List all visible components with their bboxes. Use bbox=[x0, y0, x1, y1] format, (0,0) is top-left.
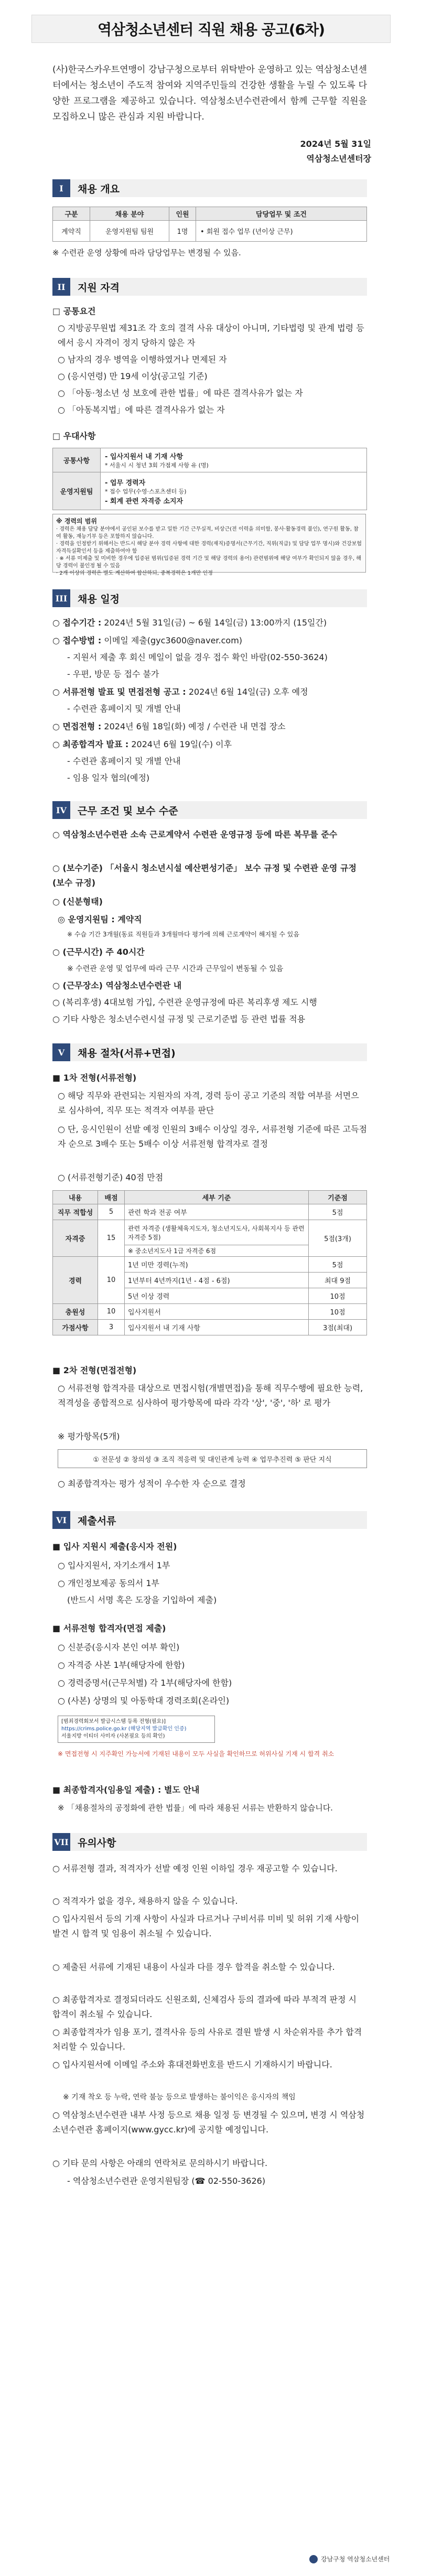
note-line: · 경력은 채용 담당 분야에서 공인된 보수를 받고 일한 기간 근무실적, 비상근(전 이력을 의미함, 봉사·활동경력 불인), 연구원 활동, 참여 활동, 재능기부 등은 포함하지 않습니다. bbox=[56, 526, 359, 540]
logo-icon bbox=[309, 2555, 318, 2563]
section-title: 근무 조건 및 보수 수준 bbox=[78, 805, 178, 817]
section-number: I bbox=[52, 179, 70, 197]
section-header-overview bbox=[52, 179, 367, 197]
table-header: 담당업무 및 조건 bbox=[196, 207, 367, 221]
condition-item: ○ 기타 사항은 청소년수련시설 규정 및 근로기준법 등 관련 법률 적용 bbox=[52, 1014, 306, 1024]
criteria-points: 5점 bbox=[309, 1257, 367, 1273]
step1-title: ■ 1차 전형(서류전형) bbox=[52, 1073, 137, 1083]
note-item: ○ 입사지원서에 이메일 주소와 휴대전화번호를 반드시 기재하시기 바랍니다. bbox=[52, 2060, 332, 2070]
note-item: ○ 최종합격자로 결정되더라도 신원조회, 신체검사 등의 결과에 따라 부적격 판정 시 합격이 취소될 수 있습니다. bbox=[52, 1995, 357, 2019]
pref-line: - 입사지원서 내 기재 사항 bbox=[105, 453, 183, 461]
table-cell: 계약직 bbox=[53, 221, 90, 242]
overview-note: ※ 수련관 운영 상황에 따라 담당업무는 변경될 수 있음. bbox=[52, 248, 241, 257]
common-item: ○ 「아동·청소년 성 보호에 관한 법률」에 따른 결격사유가 없는 자 bbox=[58, 388, 303, 398]
schedule-item: - 임용 일자 협의(예정) bbox=[67, 773, 150, 783]
docs-b-item: ○ 경력증명서(근무처별) 각 1부(해당자에 한함) bbox=[58, 1678, 232, 1688]
section-title: 지원 자격 bbox=[78, 282, 120, 294]
schedule-item: - 수련관 홈페이지 및 개별 안내 bbox=[67, 756, 181, 766]
common-item: ○ 남자의 경우 병역을 이행하였거나 면제된 자 bbox=[58, 354, 227, 364]
final-decision-item: ○ 최종합격자는 평가 성적이 우수한 자 순으로 결정 bbox=[58, 1479, 246, 1489]
overview-table bbox=[52, 207, 367, 242]
pref-line: * 서울시 시 청년 3회 가점제 사항 유 (명) bbox=[105, 462, 209, 469]
section-title: 제출서류 bbox=[78, 1515, 116, 1527]
table-header: 기준점 bbox=[309, 1191, 367, 1204]
table-header: 세부 기준 bbox=[125, 1191, 309, 1204]
condition-item: ◎ 운영지원팀 : 계약직 bbox=[58, 914, 142, 924]
note-item: ○ 기타 문의 사항은 아래의 연락처로 문의하시기 바랍니다. bbox=[52, 2158, 268, 2168]
criteria-detail: 5년 이상 경력 bbox=[125, 1288, 309, 1304]
note-item: ○ 서류전형 결과, 적격자가 선발 예정 인원 이하일 경우 재공고할 수 있습니다. bbox=[52, 1863, 338, 1873]
condition-item: ○ (근무시간) 주 40시간 bbox=[52, 947, 145, 957]
table-header: 구분 bbox=[53, 207, 90, 221]
condition-item: ○ (복리후생) 4대보험 가입, 수련관 운영규정에 따른 복리후생 제도 시행 bbox=[52, 997, 317, 1007]
common-item: ○ (응시연령) 만 19세 이상(공고일 기준) bbox=[58, 371, 208, 381]
section-number: II bbox=[52, 278, 70, 296]
criteria-detail: 1년 미만 경력(누적) bbox=[125, 1257, 309, 1273]
schedule-item: - 우편, 방문 등 접수 불가 bbox=[67, 669, 159, 679]
section-number: III bbox=[52, 589, 70, 607]
pref-label: 공통사항 bbox=[53, 448, 101, 472]
section-title: 채용 일정 bbox=[78, 593, 120, 605]
pref-line: * 접수 업무(수영·스포츠센터 등) bbox=[105, 488, 187, 495]
pref-line: - 회계 관련 자격증 소지자 bbox=[105, 497, 183, 505]
criteria-points: 5점 bbox=[309, 1204, 367, 1220]
note-item: ※ 기재 착오 등 누락, 연락 불능 등으로 발생하는 불이익은 응시자의 책임 bbox=[63, 2093, 296, 2101]
condition-item: ○ 역삼청소년수련관 소속 근로계약서 수련관 운영규정 등에 따른 복무를 준수 bbox=[52, 829, 338, 839]
pref-line: - 업무 경력자 bbox=[105, 479, 146, 487]
section-title: 채용 절차(서류+면접) bbox=[78, 1047, 176, 1059]
schedule-item: - 지원서 제출 후 회신 메일이 없을 경우 접수 확인 바람(02-550-3624) bbox=[67, 652, 328, 662]
career-range-note bbox=[52, 514, 366, 576]
section-header-procedure bbox=[52, 1043, 367, 1061]
step2-title: ■ 2차 전형(면접전형) bbox=[52, 1365, 137, 1375]
criteria-score: 15 bbox=[98, 1220, 125, 1257]
note-item: ○ 역삼청소년수련관 내부 사정 등으로 채용 일정 등 변경될 수 있으며, 변경 시 역삼청소년수련관 홈페이지(www.gycc.kr)에 공지할 예정입니다. bbox=[52, 2110, 365, 2135]
docs-b-item: ○ 신분증(응시자 본인 여부 확인) bbox=[58, 1642, 180, 1652]
schedule-item: - 수련관 홈페이지 및 개별 안내 bbox=[67, 704, 181, 714]
common-item: ○ 지방공무원법 제31조 각 호의 결격 사유 대상이 아니며, 기타법령 및 관계 법령 등에서 응시 자격이 정지 당하지 않은 자 bbox=[58, 323, 364, 348]
criteria-detail: ※ 중소년지도사 1급 자격증 6점 bbox=[125, 1245, 309, 1257]
table-cell: 운영지원팀 팀원 bbox=[90, 221, 169, 242]
step2-item: ○ 서류전형 합격자를 대상으로 면접시험(개별면접)을 통해 직무수행에 필요한 능력, 적격성을 종합적으로 심사하여 평가항목에 따라 각각 '상', '중', '하' 로 평가 bbox=[58, 1383, 363, 1408]
note-line: · 경력을 인정받기 위해서는 반드시 해당 분야 경력 사항에 대한 경력(재직)증명서(근무기간, 직위(직급) 및 담당 업무 명시)와 건강보험자격득실확인서 등을 제출하여야 함 bbox=[56, 541, 362, 554]
condition-item: ○ (근무장소) 역삼청소년수련관 내 bbox=[52, 980, 182, 990]
step1-item: ○ 해당 직무와 관련되는 지원자의 자격, 경력 등이 공고 기준의 적합 여부를 서면으로 심사하여, 직무 또는 적격자 여부를 판단 bbox=[58, 1091, 359, 1115]
docs-c-item: ※ 「채용절차의 공정화에 관한 법률」에 따라 채용된 서류는 반환하지 않습니다. bbox=[58, 1803, 333, 1813]
criteria-points: 5점(3개) bbox=[309, 1220, 367, 1257]
step1-item: ○ 단, 응시인원이 선발 예정 인원의 3배수 이상일 경우, 서류전형 기준에 따른 고득점자 순으로 3배수 또는 5배수 이상 서류전형 합격자로 결정 bbox=[58, 1124, 367, 1149]
docs-a-item: ○ 입사지원서, 자기소개서 1부 bbox=[58, 1560, 170, 1570]
schedule-item: ○ 면접전형 : 2024년 6월 18일(화) 예정 / 수련관 내 면접 장소 bbox=[52, 721, 286, 731]
table-cell: 1명 bbox=[169, 221, 196, 242]
link-box-line: [범죄경력회보서 발급시스템 등록 전형(필요)] bbox=[61, 1719, 166, 1724]
criteria-detail: 입사지원서 bbox=[125, 1304, 309, 1320]
schedule-item: ○ 최종합격자 발표 : 2024년 6월 19일(수) 이후 bbox=[52, 739, 232, 749]
section-header-qualifications bbox=[52, 278, 367, 296]
section-number: VI bbox=[52, 1511, 70, 1529]
schedule-item: ○ 서류전형 발표 및 면접전형 공고 : 2024년 6월 14일(금) 오후 예정 bbox=[52, 687, 308, 697]
criteria-detail: 입사지원서 내 기재 사항 bbox=[125, 1320, 309, 1335]
table-cell: • 회원 접수 업무 (년이상 근무) bbox=[196, 221, 367, 242]
condition-item: ○ (신분형태) bbox=[52, 897, 103, 907]
criteria-group: 직무 적합성 bbox=[53, 1204, 98, 1220]
criteria-points: 최대 9점 bbox=[309, 1273, 367, 1288]
page-title: 역삼청소년센터 직원 채용 공고(6차) bbox=[98, 21, 325, 38]
docs-a-item: ○ 개인정보제공 동의서 1부 bbox=[58, 1578, 159, 1588]
table-header: 인원 bbox=[169, 207, 196, 221]
condition-item: ○ (보수기준) 「서울시 청소년시설 예산편성기준」 보수 규정 및 수련관 운영 규정(보수 규정) bbox=[52, 863, 357, 888]
section-header-documents bbox=[52, 1511, 367, 1529]
condition-item: ※ 수련관 운영 및 업무에 따라 근무 시간과 근무일이 변동될 수 있음 bbox=[67, 965, 284, 973]
section-number: VII bbox=[52, 1833, 70, 1851]
criteria-group: 충원성 bbox=[53, 1304, 98, 1320]
section-header-conditions bbox=[52, 801, 367, 819]
pref-label: 운영지원팀 bbox=[53, 472, 101, 510]
criteria-score: 10 bbox=[98, 1304, 125, 1320]
section-title: 채용 개요 bbox=[78, 183, 120, 195]
link-box-url[interactable]: https://crims.police.go.kr (해당지역 발급확인 인증) bbox=[61, 1726, 187, 1732]
footer-logo bbox=[309, 2555, 390, 2563]
note-line: · ※ 서류 미제출 및 미비한 경우에 입증된 범위(입증된 경력 기간 및 해당 경력의 용어) 관련범위에 해당 여부가 확인되지 않을 경우, 해당 경력이 불인정 될 수 있음 bbox=[56, 556, 361, 569]
note-item: - 역삼청소년수련관 운영지원팀장 (☎ 02-550-3626) bbox=[67, 2176, 266, 2186]
note-item: ○ 최종합격자가 임용 포기, 결격사유 등의 사유로 결원 발생 시 차순위자를 추가 합격 처리할 수 있습니다. bbox=[52, 2027, 362, 2052]
criteria-group: 가점사항 bbox=[53, 1320, 98, 1335]
criteria-score: 5 bbox=[98, 1204, 125, 1220]
criminal-record-link-box bbox=[58, 1716, 215, 1743]
preferences-title: □ 우대사항 bbox=[52, 431, 96, 441]
docs-a-item: (반드시 서명 혹은 도장을 기입하여 제출) bbox=[67, 1595, 217, 1605]
table-header: 내용 bbox=[53, 1191, 98, 1204]
common-item: ○ 「아동복지법」에 따른 결격사유가 없는 자 bbox=[58, 405, 225, 415]
evaluation-items-box: ① 전문성 ② 창의성 ③ 조직 적응력 및 대인관계 능력 ④ 업무추진력 ⑤ 판단 지식 bbox=[58, 1449, 367, 1468]
note-line: · 2개 이상의 경력은 별도 계산하여 합산하되, 중복경력은 1개만 인정 bbox=[56, 570, 213, 576]
notice-organization: 역삼청소년센터장 bbox=[306, 154, 371, 164]
table-header: 채용 분야 bbox=[90, 207, 169, 221]
footer-org: 강남구청 역삼청소년센터 bbox=[321, 2556, 390, 2563]
page-title-box bbox=[31, 15, 391, 43]
note-item: ○ 입사지원서 등의 기재 사항이 사실과 다르거나 구비서류 미비 및 허위 기재 사항이 발견 시 합격 및 임용이 취소될 수 있습니다. bbox=[52, 1914, 360, 1938]
note-line: ※ 경력의 범위 bbox=[56, 518, 97, 525]
section-number: IV bbox=[52, 801, 70, 819]
red-warning-note: ※ 면접전형 시 지주확인 가능서에 기재된 내용이 모두 사실을 확인하므로 허위사실 기재 시 합격 취소 bbox=[58, 1750, 334, 1758]
screening-criteria-table bbox=[52, 1190, 367, 1335]
criteria-points: 3점(최대) bbox=[309, 1320, 367, 1335]
criteria-score: 3 bbox=[98, 1320, 125, 1335]
criteria-points: 10점 bbox=[309, 1304, 367, 1320]
docs-b-item: ○ 자격증 사본 1부(해당자에 한함) bbox=[58, 1660, 185, 1670]
criteria-group: 경력 bbox=[53, 1257, 98, 1304]
section-title: 유의사항 bbox=[78, 1837, 116, 1849]
docs-b-item: ○ (사본) 상명의 및 아동학대 경력조회(온라인) bbox=[58, 1696, 230, 1706]
section-number: V bbox=[52, 1043, 70, 1061]
criteria-detail: 1년부터 4년까지(1년 - 4점 - 6점) bbox=[125, 1273, 309, 1288]
step1-item: ○ (서류전형기준) 40점 만점 bbox=[58, 1172, 164, 1182]
common-requirements-title: □ 공통요건 bbox=[52, 306, 96, 316]
condition-item: ※ 수습 기간 3개월(동료 직원들과 3개월마다 평가에 의해 근로계약이 해지될 수 있음 bbox=[67, 931, 299, 938]
criteria-group: 자격증 bbox=[53, 1220, 98, 1257]
criteria-points: 10점 bbox=[309, 1288, 367, 1304]
intro-paragraph: (사)한국스카우트연맹이 강남구청으로부터 위탁받아 운영하고 있는 역삼청소년센터에서는 청소년이 주도적 참여와 지역주민들의 건강한 생활을 누릴 수 있도록 다양한 프로그램을 제공하고 있습니다. 역삼청소년수련관에서 함께 근무할 직원을 모집하오니 많은 관심과 지원 바랍니다. bbox=[52, 64, 367, 122]
section-header-notes bbox=[52, 1833, 367, 1851]
table-header: 배점 bbox=[98, 1191, 125, 1204]
schedule-item: ○ 접수기간 : 2024년 5월 31일(금) ~ 6월 14일(금) 13:00까지 (15일간) bbox=[52, 618, 327, 628]
note-item: ○ 제출된 서류에 기재된 내용이 사실과 다를 경우 합격을 취소할 수 있습니다. bbox=[52, 1962, 335, 1972]
criteria-detail: 관련 학과 전공 여부 bbox=[125, 1204, 309, 1220]
preferences-table bbox=[52, 448, 367, 510]
notice-date: 2024년 5월 31일 bbox=[300, 139, 371, 149]
criteria-score: 10 bbox=[98, 1257, 125, 1304]
link-box-line: 서울지방 이티더 사미자 (사본필요 등의 확인) bbox=[61, 1733, 165, 1739]
step2-item: ※ 평가항목(5개) bbox=[58, 1431, 120, 1441]
docs-b-title: ■ 서류전형 합격자(면접 제출) bbox=[52, 1623, 166, 1633]
docs-a-title: ■ 입사 지원시 제출(응시자 전원) bbox=[52, 1542, 177, 1551]
schedule-item: ○ 접수방법 : 이메일 제출(gyc3600@naver.com) bbox=[52, 635, 243, 645]
criteria-detail: 관련 자격증 (생활체육지도자, 청소년지도사, 사회복지사 등 관련 자격증 5점) bbox=[125, 1220, 309, 1245]
note-item: ○ 적격자가 없을 경우, 채용하지 않을 수 있습니다. bbox=[52, 1896, 238, 1906]
section-header-schedule bbox=[52, 589, 367, 607]
docs-c-title: ■ 최종합격자(임용일 제출) : 별도 안내 bbox=[52, 1785, 200, 1795]
